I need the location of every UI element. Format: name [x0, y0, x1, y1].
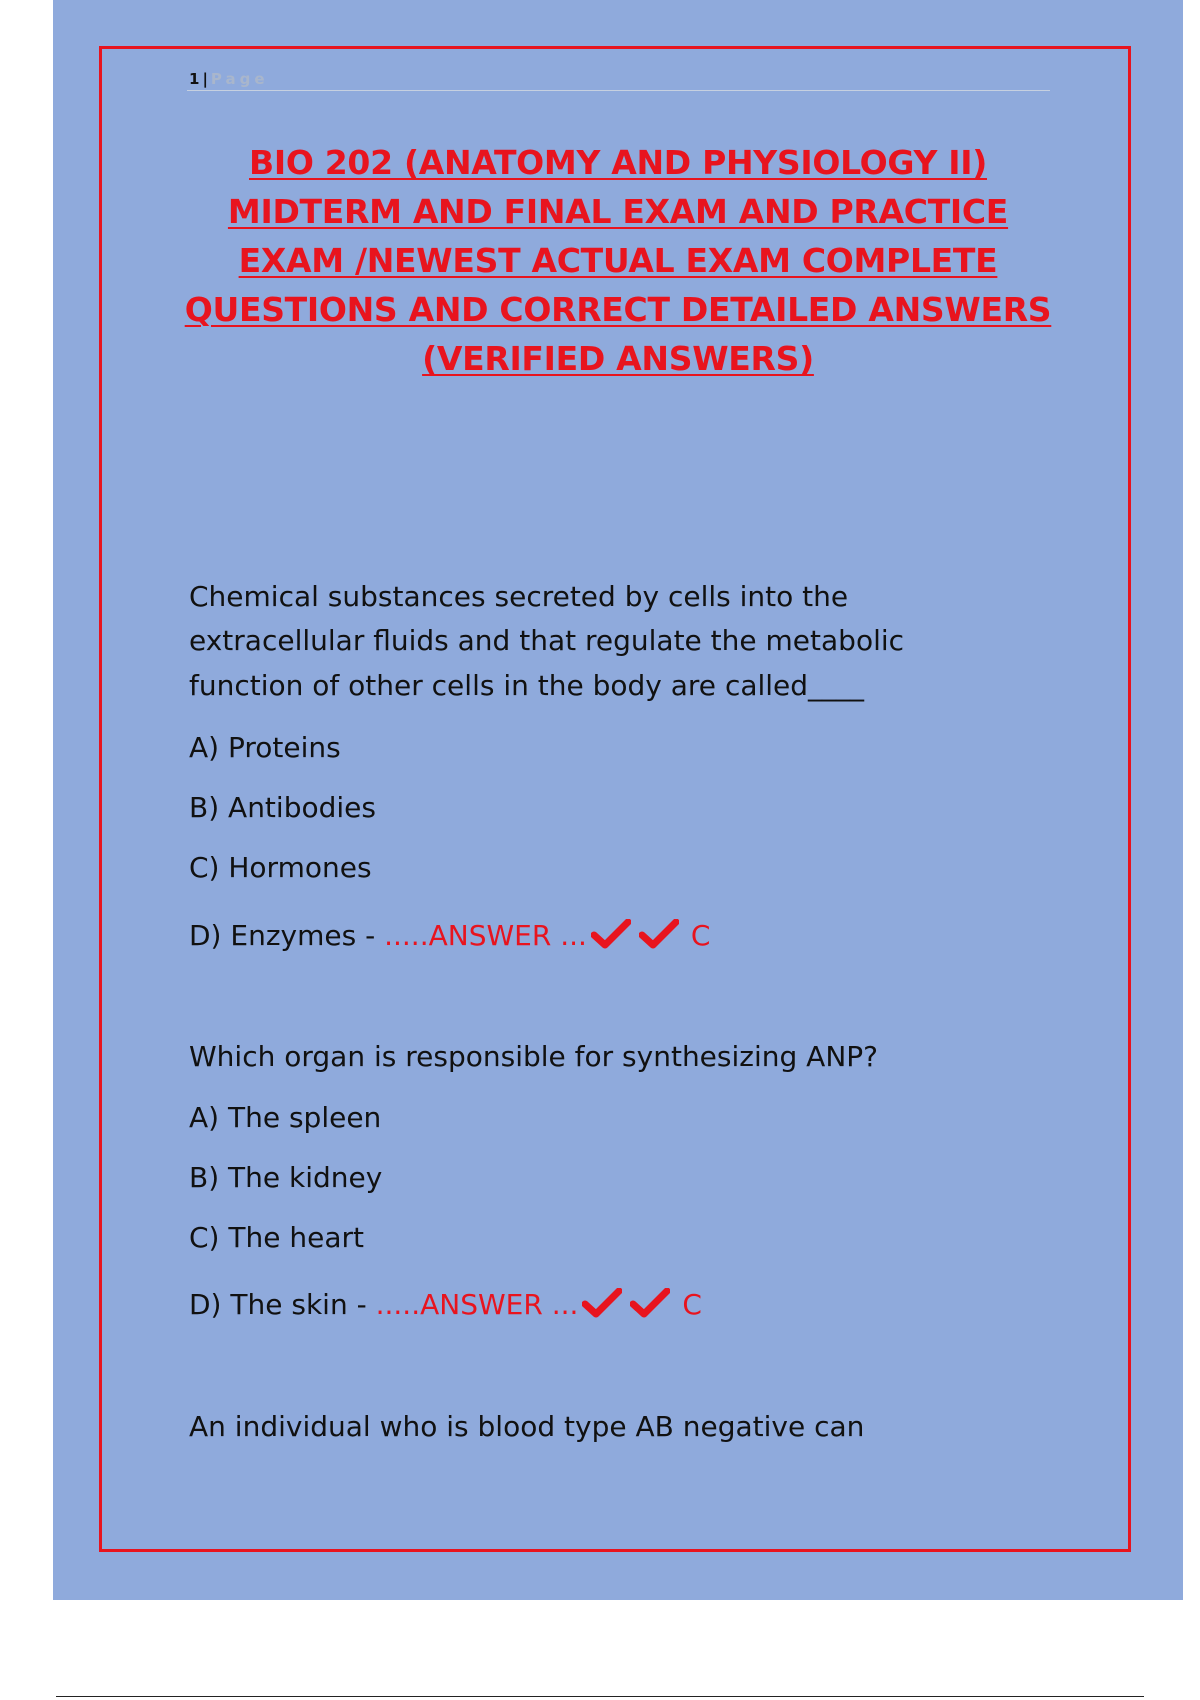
question-1-option-d: D) Enzymes - — [189, 919, 385, 952]
question-1-option-c: C) Hormones — [189, 851, 372, 884]
page-number-value: 1 — [189, 70, 200, 88]
question-1-option-b: B) Antibodies — [189, 791, 376, 824]
answer-prefix: .....ANSWER ... — [375, 1288, 579, 1321]
check-icon — [630, 1288, 670, 1326]
question-1-option-d-row — [189, 919, 710, 957]
title-line: MIDTERM AND FINAL EXAM AND PRACTICE — [227, 192, 1009, 231]
page-number — [189, 70, 269, 88]
question-1-text-line: extracellular fluids and that regulate the metabolic — [189, 624, 905, 657]
page-number-separator: | — [202, 70, 208, 88]
title-line: (VERIFIED ANSWERS) — [422, 339, 814, 378]
title-line: BIO 202 (ANATOMY AND PHYSIOLOGY II) — [249, 143, 987, 182]
page-number-word: Page — [210, 70, 269, 88]
document-title — [170, 138, 1066, 383]
question-1-option-a: A) Proteins — [189, 731, 341, 764]
question-3-text-line: An individual who is blood type AB negative can — [189, 1410, 865, 1443]
question-2-option-c: C) The heart — [189, 1221, 364, 1254]
header-rule — [187, 90, 1050, 91]
question-2-text-line: Which organ is responsible for synthesizing ANP? — [189, 1040, 879, 1073]
question-2-option-a: A) The spleen — [189, 1101, 382, 1134]
title-line: EXAM /NEWEST ACTUAL EXAM COMPLETE — [238, 241, 998, 280]
question-2-option-d-row — [189, 1288, 702, 1326]
answer-value: C — [682, 1288, 702, 1321]
question-1-text-line: Chemical substances secreted by cells into the — [189, 580, 849, 613]
check-icon — [582, 1288, 622, 1326]
question-1-text-line: function of other cells in the body are called____ — [189, 669, 865, 702]
question-2-option-d: D) The skin - — [189, 1288, 376, 1321]
check-icon — [591, 919, 631, 957]
question-2-option-b: B) The kidney — [189, 1161, 383, 1194]
answer-prefix: .....ANSWER ... — [384, 919, 587, 952]
answer-value: C — [690, 919, 711, 952]
title-line: QUESTIONS AND CORRECT DETAILED ANSWERS — [184, 290, 1052, 329]
footer-rule — [56, 1696, 1144, 1697]
check-icon — [639, 919, 679, 957]
